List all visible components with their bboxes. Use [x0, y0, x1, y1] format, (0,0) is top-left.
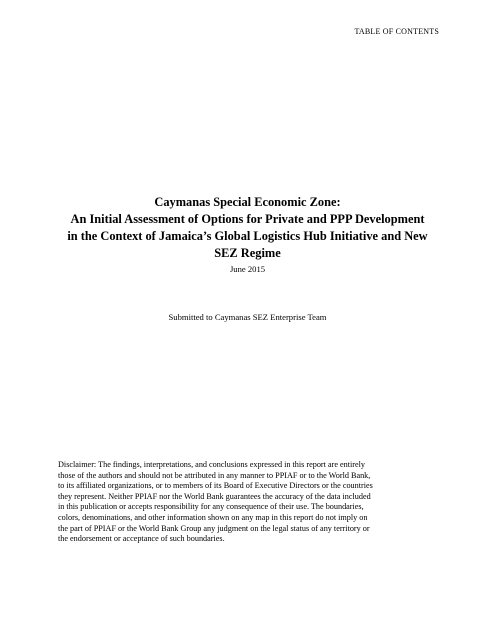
title-line: in the Context of Jamaica’s Global Logistics Hub Initiative and New: [67, 229, 428, 243]
disclaimer-line: in this publication or accepts responsibility for any consequence of their use. The boundaries,: [58, 502, 364, 512]
submitted-to: Submitted to Caymanas SEZ Enterprise Team: [168, 312, 327, 322]
disclaimer-line: they represent. Neither PPIAF nor the World Bank guarantees the accuracy of the data included: [58, 491, 371, 501]
disclaimer-line: Disclaimer: The findings, interpretations, and conclusions expressed in this report are entirely: [58, 460, 366, 469]
title-line: Caymanas Special Economic Zone:: [154, 195, 341, 209]
disclaimer-line: those of the authors and should not be attributed in any manner to PPIAF or to the World Bank,: [58, 470, 371, 480]
publication-date: June 2015: [229, 264, 266, 274]
disclaimer: [58, 460, 438, 545]
header-label: TABLE OF CONTENTS: [354, 27, 439, 36]
title-line: An Initial Assessment of Options for Private and PPP Development: [70, 212, 425, 226]
document-title: [40, 194, 455, 262]
title-line: SEZ Regime: [214, 246, 281, 260]
disclaimer-line: to its affiliated organizations, or to members of its Board of Executive Directors or the countries: [58, 481, 373, 491]
disclaimer-line: the part of PPIAF or the World Bank Group any judgment on the legal status of any territory or: [58, 523, 370, 533]
disclaimer-line: colors, denominations, and other information shown on any map in this report do not imply on: [58, 512, 368, 522]
disclaimer-line: the endorsement or acceptance of such boundaries.: [58, 534, 225, 544]
